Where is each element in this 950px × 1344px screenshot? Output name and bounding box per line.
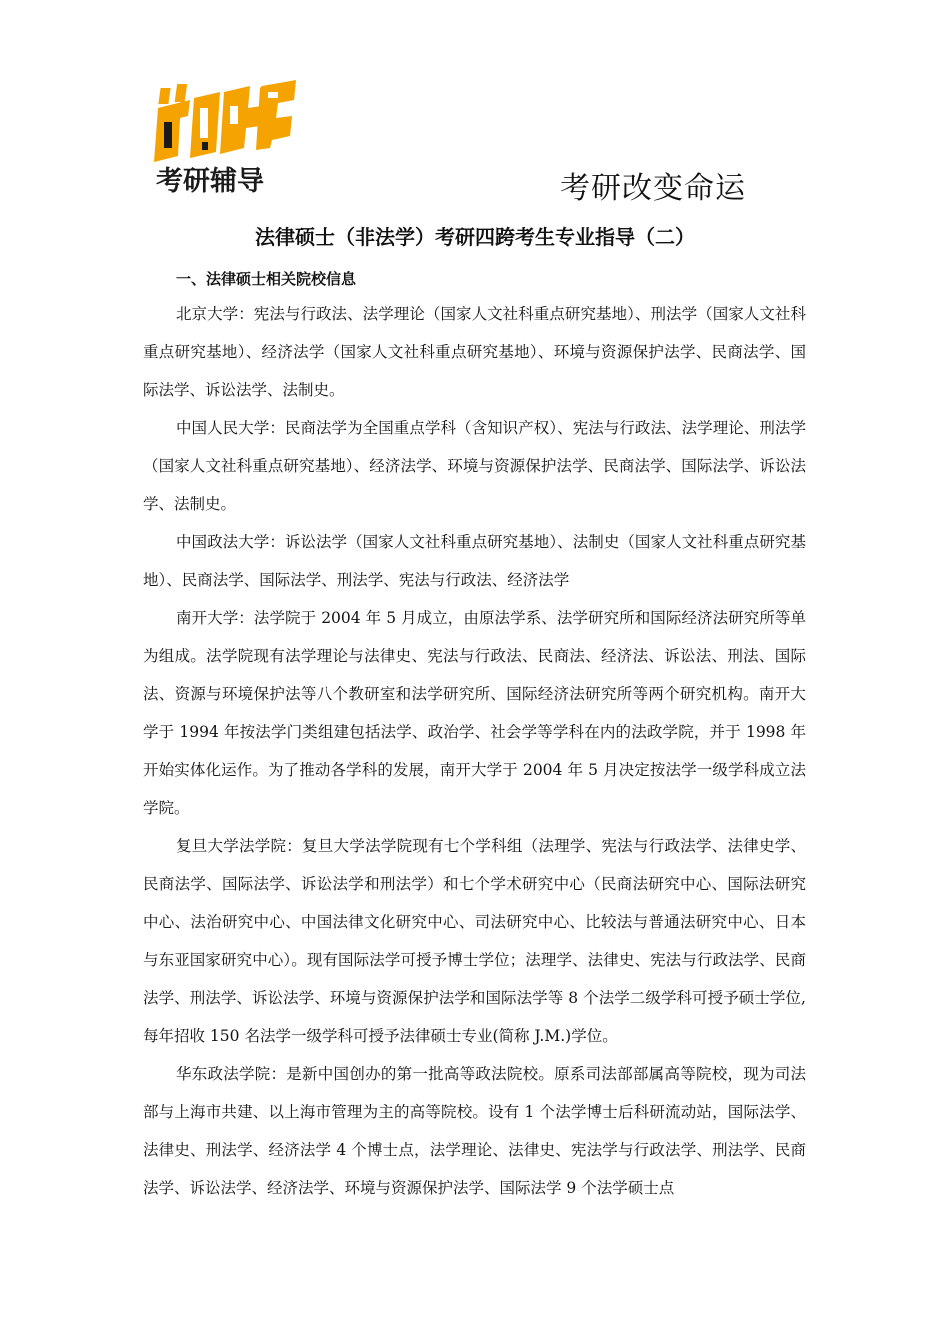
slogan: 考研改变命运 <box>560 171 746 206</box>
paragraph-cupl: 中国政法大学：诉讼法学（国家人文社科重点研究基地）、法制史（国家人文社科重点研究基地）、民商法学、国际法学、刑法学、宪法与行政法、经济法学 <box>143 533 806 589</box>
paragraph-nankai-university: 南开大学：法学院于 2004 年 5 月成立，由原法学系、法学研究所和国际经济法研究所等单为组成。法学院现有法学理论与法律史、宪法与行政法、民商法、经济法、诉讼法、刑法、国际法、资源与环境保护法等八个教研室和法学研究所、国际经济法研究所等两个研究机构。南开大学于 1994 年按法学门类组建包括法学、政治学、社会学等学科在内的法政学院，并于 1998 年开始实体化运作。为了推动各学科的发展，南开大学于 2004 年 5 月决定按法学一级学科成立法学院。 <box>143 609 806 817</box>
paragraph-ecupl: 华东政法学院：是新中国创办的第一批高等政法院校。原系司法部部属高等院校，现为司法部与上海市共建、以上海市管理为主的高等院校。设有 1 个法学博士后科研流动站，国际法学、法律史、刑法学、经济法学 4 个博士点，法学理论、法律史、宪法学与行政法学、刑法学、民商法学、诉讼法学、经济法学、环境与资源保护法学、国际法学 9 个法学硕士点 <box>143 1065 806 1197</box>
document-title: 法律硕士（非法学）考研四跨考生专业指导（二） <box>255 225 695 249</box>
section-heading: 一、法律硕士相关院校信息 <box>176 270 357 288</box>
kaicheng-logo <box>150 78 300 198</box>
document-body <box>143 295 806 1207</box>
paragraph-renmin-university: 中国人民大学：民商法学为全国重点学科（含知识产权）、宪法与行政法、法学理论、刑法学（国家人文社科重点研究基地）、经济法学、环境与资源保护法学、民商法学、国际法学、诉讼法学、法制史。 <box>143 419 806 513</box>
paragraph-fudan-law-school: 复旦大学法学院：复旦大学法学院现有七个学科组（法理学、宪法与行政法学、法律史学、民商法学、国际法学、诉讼法学和刑法学）和七个学术研究中心（民商法研究中心、国际法研究中心、法治研究中心、中国法律文化研究中心、司法研究中心、比较法与普通法研究中心、日本与东亚国家研究中心）。现有国际法学可授予博士学位；法理学、法律史、宪法与行政法学、民商法学、刑法学、诉讼法学、环境与资源保护法学和国际法学等 8 个法学二级学科可授予硕士学位,每年招收 150 名法学一级学科可授予法律硕士专业(简称 J.M.)学位。 <box>143 837 806 1045</box>
logo-subtitle: 考研辅导 <box>156 166 264 197</box>
paragraph-peking-university: 北京大学：宪法与行政法、法学理论（国家人文社科重点研究基地）、刑法学（国家人文社科重点研究基地）、经济法学（国家人文社科重点研究基地）、环境与资源保护法学、民商法学、国际法学、诉讼法学、法制史。 <box>143 305 806 399</box>
